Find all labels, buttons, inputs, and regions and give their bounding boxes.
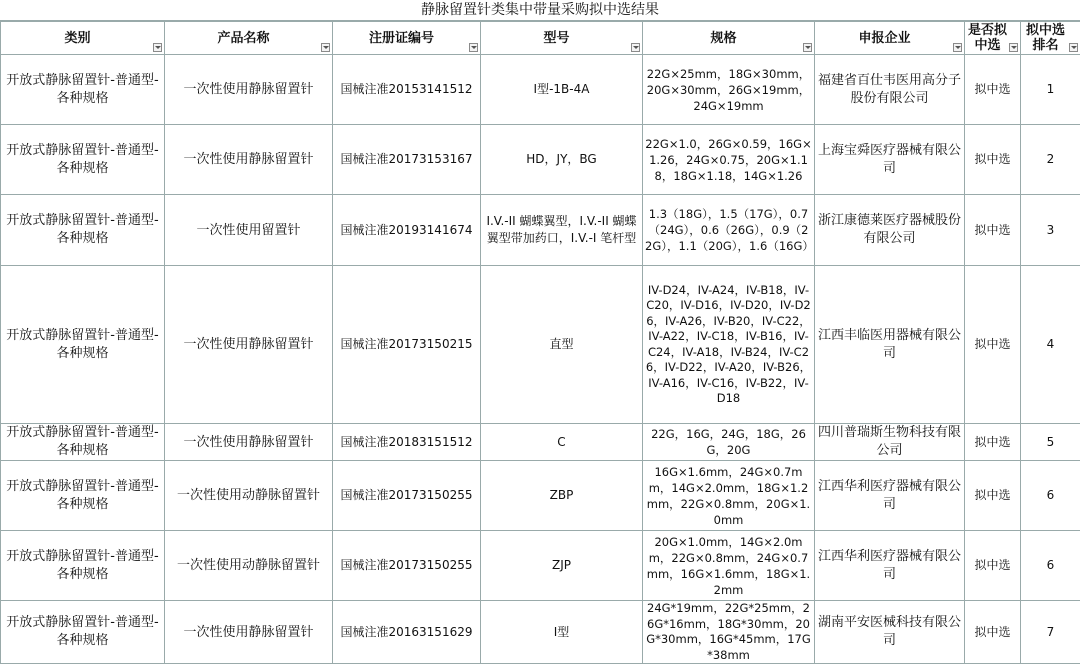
cell-company[interactable]: 江西华利医疗器械有限公司 bbox=[815, 531, 965, 601]
cell-selected[interactable]: 拟中选 bbox=[965, 125, 1021, 195]
filter-dropdown-icon[interactable] bbox=[1069, 43, 1078, 52]
cell-selected[interactable]: 拟中选 bbox=[965, 601, 1021, 664]
filter-dropdown-icon[interactable] bbox=[1009, 43, 1018, 52]
cell-spec[interactable]: IV-D24，IV-A24，IV-B18，IV-C20，IV-D16，IV-D20，IV-D26，IV-A26，IV-B20，IV-C22，IV-A22，IV-C18，IV-B16，IV-C24，IV-A18，IV-B24，IV-C26，IV-D22，IV-A20，IV-B26，IV-A16，IV-C16，IV-B22，IV-D18 bbox=[643, 266, 815, 424]
cell-selected[interactable]: 拟中选 bbox=[965, 424, 1021, 461]
cell-company[interactable]: 上海宝舜医疗器械有限公司 bbox=[815, 125, 965, 195]
filter-dropdown-icon[interactable] bbox=[469, 43, 478, 52]
cell-product[interactable]: 一次性使用留置针 bbox=[165, 195, 333, 266]
cell-model[interactable]: 直型 bbox=[481, 266, 643, 424]
header-spec: 规格 bbox=[643, 22, 815, 55]
cell-registration[interactable]: 国械注准20183151512 bbox=[333, 424, 481, 461]
results-table bbox=[0, 21, 1080, 664]
cell-spec[interactable]: 16G×1.6mm，24G×0.7mm，14G×2.0mm，18G×1.2mm，22G×0.8mm，20G×1.0mm bbox=[643, 461, 815, 531]
cell-spec[interactable]: 22G，16G，24G，18G，26G，20G bbox=[643, 424, 815, 461]
filter-dropdown-icon[interactable] bbox=[953, 43, 962, 52]
cell-company[interactable]: 湖南平安医械科技有限公司 bbox=[815, 601, 965, 664]
cell-rank[interactable]: 2 bbox=[1021, 125, 1080, 195]
cell-product[interactable]: 一次性使用动静脉留置针 bbox=[165, 461, 333, 531]
cell-rank[interactable]: 4 bbox=[1021, 266, 1080, 424]
cell-rank[interactable]: 3 bbox=[1021, 195, 1080, 266]
cell-category[interactable]: 开放式静脉留置针-普通型-各种规格 bbox=[1, 531, 165, 601]
cell-selected[interactable]: 拟中选 bbox=[965, 531, 1021, 601]
header-rank: 拟中选排名 bbox=[1021, 22, 1080, 55]
cell-registration[interactable]: 国械注准20173150215 bbox=[333, 266, 481, 424]
cell-product[interactable]: 一次性使用静脉留置针 bbox=[165, 55, 333, 125]
cell-category[interactable]: 开放式静脉留置针-普通型-各种规格 bbox=[1, 601, 165, 664]
sheet-title: 静脉留置针类集中带量采购拟中选结果 bbox=[0, 0, 1080, 21]
header-product: 产品名称 bbox=[165, 22, 333, 55]
cell-spec[interactable]: 20G×1.0mm，14G×2.0mm，22G×0.8mm，24G×0.7mm，16G×1.6mm，18G×1.2mm bbox=[643, 531, 815, 601]
cell-category[interactable]: 开放式静脉留置针-普通型-各种规格 bbox=[1, 195, 165, 266]
table-row bbox=[1, 55, 1080, 125]
header-company: 申报企业 bbox=[815, 22, 965, 55]
cell-category[interactable]: 开放式静脉留置针-普通型-各种规格 bbox=[1, 461, 165, 531]
cell-rank[interactable]: 7 bbox=[1021, 601, 1080, 664]
cell-selected[interactable]: 拟中选 bbox=[965, 461, 1021, 531]
filter-dropdown-icon[interactable] bbox=[321, 43, 330, 52]
cell-company[interactable]: 江西丰临医用器械有限公司 bbox=[815, 266, 965, 424]
cell-model[interactable]: C bbox=[481, 424, 643, 461]
cell-rank[interactable]: 6 bbox=[1021, 461, 1080, 531]
cell-category[interactable]: 开放式静脉留置针-普通型-各种规格 bbox=[1, 55, 165, 125]
cell-spec[interactable]: 1.3（18G），1.5（17G），0.7（24G），0.6（26G），0.9（22G），1.1（20G），1.6（16G） bbox=[643, 195, 815, 266]
table-row bbox=[1, 601, 1080, 664]
cell-product[interactable]: 一次性使用静脉留置针 bbox=[165, 266, 333, 424]
cell-selected[interactable]: 拟中选 bbox=[965, 55, 1021, 125]
table-row bbox=[1, 195, 1080, 266]
cell-selected[interactable]: 拟中选 bbox=[965, 195, 1021, 266]
cell-category[interactable]: 开放式静脉留置针-普通型-各种规格 bbox=[1, 424, 165, 461]
cell-selected[interactable]: 拟中选 bbox=[965, 266, 1021, 424]
header-selected: 是否拟中选 bbox=[965, 22, 1021, 55]
filter-dropdown-icon[interactable] bbox=[153, 43, 162, 52]
cell-model[interactable]: ZJP bbox=[481, 531, 643, 601]
cell-model[interactable]: I型 bbox=[481, 601, 643, 664]
cell-company[interactable]: 福建省百仕韦医用高分子股份有限公司 bbox=[815, 55, 965, 125]
cell-company[interactable]: 江西华利医疗器械有限公司 bbox=[815, 461, 965, 531]
table-row bbox=[1, 424, 1080, 461]
table-row bbox=[1, 461, 1080, 531]
cell-model[interactable]: ZBP bbox=[481, 461, 643, 531]
cell-category[interactable]: 开放式静脉留置针-普通型-各种规格 bbox=[1, 125, 165, 195]
cell-model[interactable]: I型-1B-4A bbox=[481, 55, 643, 125]
cell-spec[interactable]: 22G×1.0，26G×0.59，16G×1.26，24G×0.75，20G×1.18，18G×1.18，14G×1.26 bbox=[643, 125, 815, 195]
cell-product[interactable]: 一次性使用静脉留置针 bbox=[165, 125, 333, 195]
cell-model[interactable]: I.V.-II 蝴蝶翼型，I.V.-II 蝴蝶翼型带加药口，I.V.-I 笔杆型 bbox=[481, 195, 643, 266]
cell-registration[interactable]: 国械注准20173150255 bbox=[333, 461, 481, 531]
cell-registration[interactable]: 国械注准20153141512 bbox=[333, 55, 481, 125]
cell-spec[interactable]: 24G*19mm，22G*25mm，26G*16mm，18G*30mm，20G*30mm，16G*45mm，17G*38mm bbox=[643, 601, 815, 664]
cell-registration[interactable]: 国械注准20193141674 bbox=[333, 195, 481, 266]
cell-company[interactable]: 浙江康德莱医疗器械股份有限公司 bbox=[815, 195, 965, 266]
cell-category[interactable]: 开放式静脉留置针-普通型-各种规格 bbox=[1, 266, 165, 424]
header-category: 类别 bbox=[1, 22, 165, 55]
table-row bbox=[1, 125, 1080, 195]
cell-company[interactable]: 四川普瑞斯生物科技有限公司 bbox=[815, 424, 965, 461]
header-registration: 注册证编号 bbox=[333, 22, 481, 55]
filter-dropdown-icon[interactable] bbox=[803, 43, 812, 52]
cell-rank[interactable]: 6 bbox=[1021, 531, 1080, 601]
header-model: 型号 bbox=[481, 22, 643, 55]
cell-registration[interactable]: 国械注准20163151629 bbox=[333, 601, 481, 664]
cell-product[interactable]: 一次性使用静脉留置针 bbox=[165, 601, 333, 664]
table-row bbox=[1, 266, 1080, 424]
filter-dropdown-icon[interactable] bbox=[631, 43, 640, 52]
cell-rank[interactable]: 5 bbox=[1021, 424, 1080, 461]
cell-registration[interactable]: 国械注准20173150255 bbox=[333, 531, 481, 601]
cell-product[interactable]: 一次性使用动静脉留置针 bbox=[165, 531, 333, 601]
cell-model[interactable]: HD，JY，BG bbox=[481, 125, 643, 195]
table-row bbox=[1, 531, 1080, 601]
cell-spec[interactable]: 22G×25mm，18G×30mm，20G×30mm，26G×19mm，24G×19mm bbox=[643, 55, 815, 125]
cell-rank[interactable]: 1 bbox=[1021, 55, 1080, 125]
cell-registration[interactable]: 国械注准20173153167 bbox=[333, 125, 481, 195]
cell-product[interactable]: 一次性使用静脉留置针 bbox=[165, 424, 333, 461]
header-row bbox=[1, 22, 1080, 55]
